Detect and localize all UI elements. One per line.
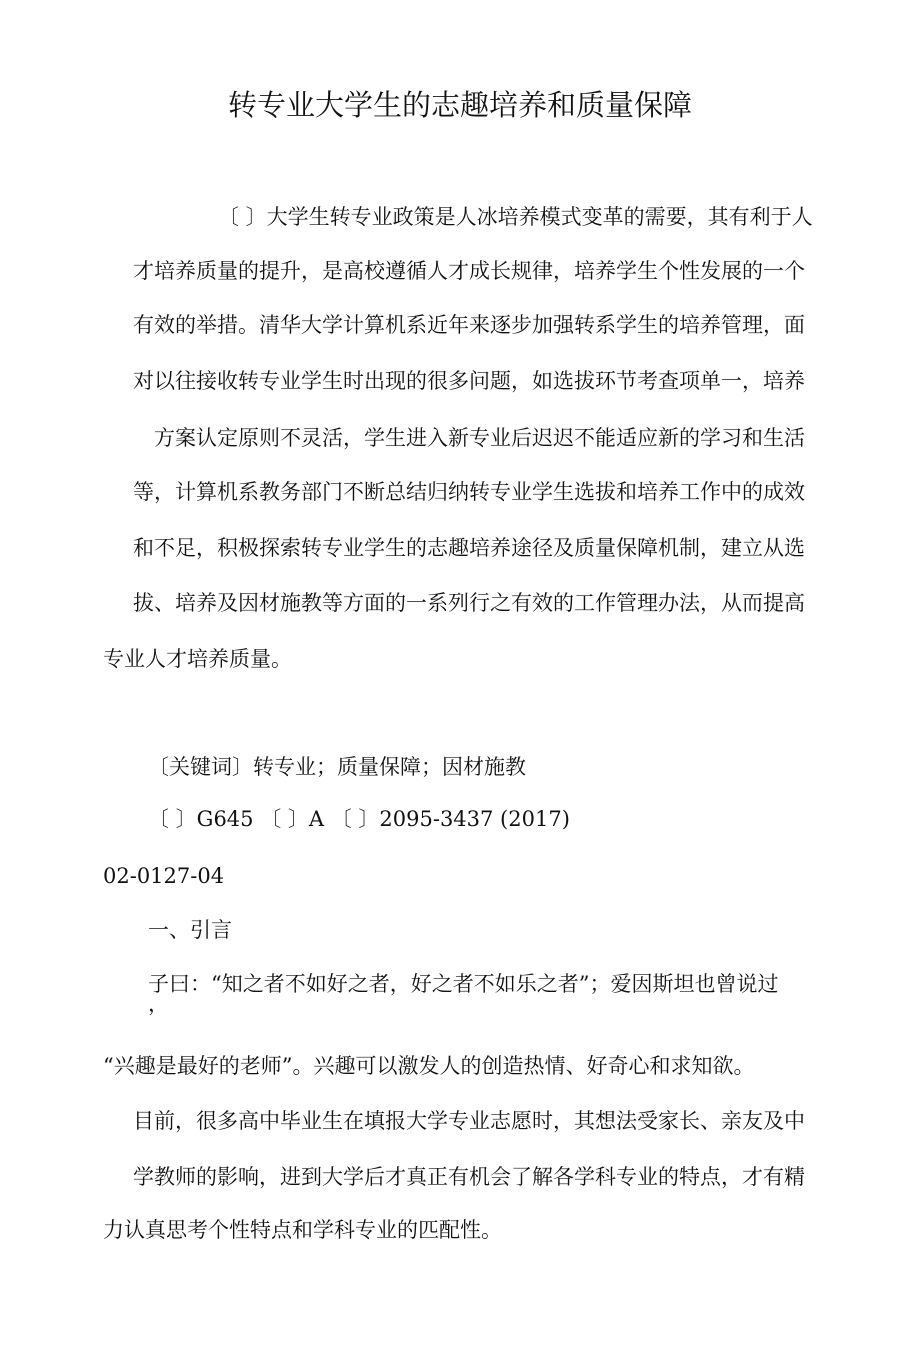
section-heading: 一、引言 xyxy=(148,918,232,942)
paragraph-line: 学教师的影响，进到大学后才真正有机会了解各学科专业的特点，才有精 xyxy=(133,1165,805,1189)
abstract-line: 拔、培养及因材施教等方面的一系列行之有效的工作管理办法，从而提高 xyxy=(133,591,805,615)
paragraph-line: 目前，很多高中毕业生在填报大学专业志愿时，其想法受家长、亲友及中 xyxy=(133,1109,805,1133)
abstract-line: 方案认定原则不灵活，学生进入新专业后迟迟不能适应新的学习和生活 xyxy=(154,426,805,450)
abstract-line: 〔 〕大学生转专业政策是人冰培养模式变革的需要，其有利于人 xyxy=(218,205,813,229)
abstract-line: 等，计算机系教务部门不断总结归纳转专业学生选拔和培养工作中的成效 xyxy=(133,480,805,504)
article-number: 02-0127-04 xyxy=(103,864,225,888)
quote-line: 子曰：“知之者不如好之者，好之者不如乐之者”；爱因斯坦也曾说过 xyxy=(148,972,779,996)
abstract-line: 有效的举措。清华大学计算机系近年来逐步加强转系学生的培养管理，面 xyxy=(133,313,805,337)
quote-tail: ， xyxy=(148,992,169,1016)
abstract-line: 专业人才培养质量。 xyxy=(103,647,292,671)
abstract-line: 才培养质量的提升，是高校遵循人才成长规律，培养学生个性发展的一个 xyxy=(133,259,805,283)
keywords-line: 〔关键词〕转专业；质量保障；因材施教 xyxy=(148,755,526,779)
paragraph-line: 力认真思考个性特点和学科专业的匹配性。 xyxy=(103,1218,502,1242)
einstein-quote-line: “兴趣是最好的老师”。兴趣可以激发人的创造热情、好奇心和求知欲。 xyxy=(103,1054,755,1078)
abstract-line: 和不足，积极探索转专业学生的志趣培养途径及质量保障机制，建立从选 xyxy=(133,536,805,560)
document-title: 转专业大学生的志趣培养和质量保障 xyxy=(227,88,692,122)
classification-line: 〔 〕G645 〔 〕A 〔 〕2095-3437 (2017) xyxy=(148,807,570,831)
abstract-line: 对以往接收转专业学生时出现的很多问题，如选拔环节考查项单一，培养 xyxy=(133,369,805,393)
